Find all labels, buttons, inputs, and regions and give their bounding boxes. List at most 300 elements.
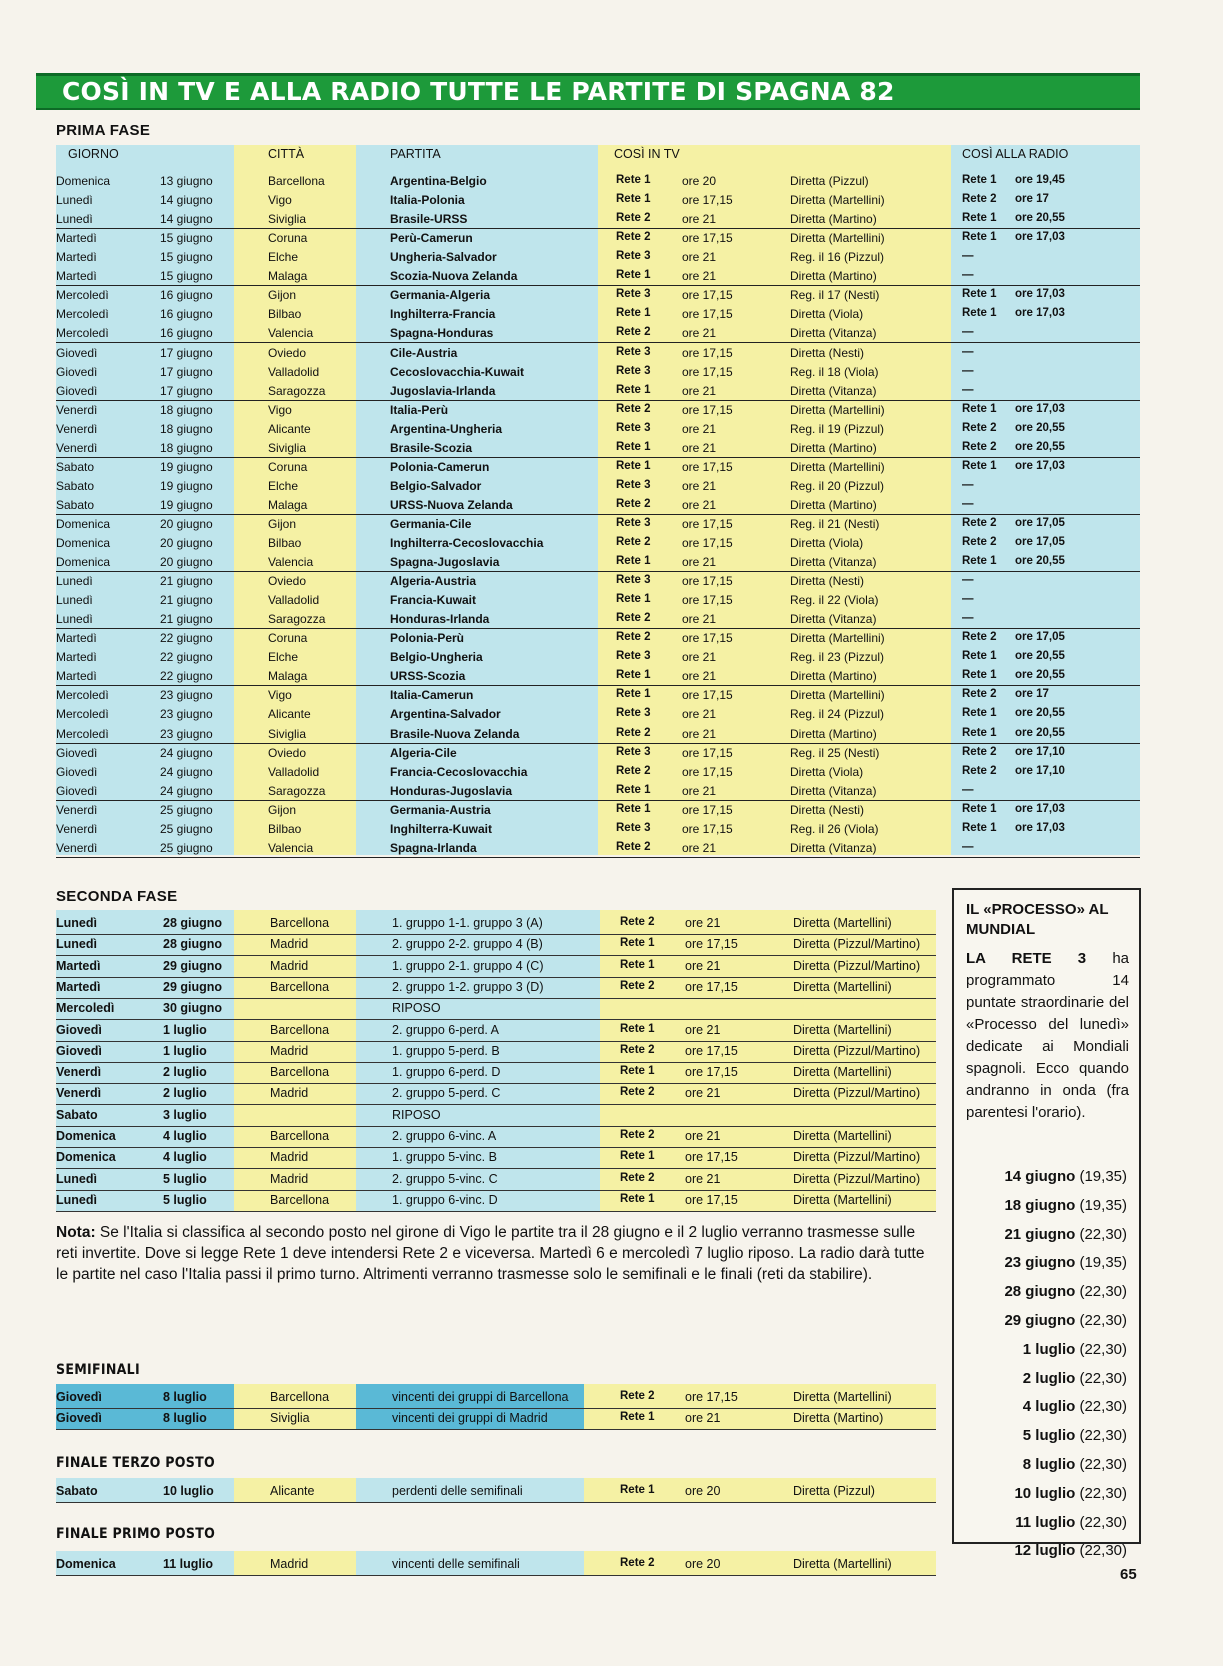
cell-radio: Rete 2 — [962, 421, 997, 434]
processo-time: (22,30) — [1079, 1283, 1127, 1301]
cell-match: 2. gruppo 5-perd. C — [392, 1086, 501, 1101]
processo-date: 23 giugno — [1004, 1254, 1076, 1272]
cell-tv: Rete 2 — [616, 326, 651, 339]
cell-diretta: Diretta (Vitanza) — [790, 612, 877, 627]
cell-match: 2. gruppo 6-perd. A — [392, 1022, 500, 1037]
processo-date: 5 luglio — [1022, 1427, 1076, 1445]
cell-tv: Rete 2 — [620, 916, 655, 928]
table-row — [0, 458, 1223, 477]
processo-date: 4 luglio — [1022, 1398, 1076, 1416]
cell-ora: ore 17,15 — [685, 1390, 738, 1404]
cell-ora: ore 17,15 — [682, 574, 733, 588]
cell-radio: Rete 2 — [962, 193, 997, 206]
cell-match: URSS-Scozia — [390, 669, 466, 684]
cell-date: 5 luglio — [163, 1192, 207, 1207]
cell-date: 10 luglio — [163, 1484, 214, 1498]
cell-ora: ore 17,15 — [682, 288, 733, 303]
cell-radio-ora: ore 17 — [1015, 193, 1049, 206]
cell-city: Vigo — [268, 402, 292, 417]
cell-tv: Rete 1 — [620, 1411, 655, 1424]
processo-date: 18 giugno — [1004, 1196, 1076, 1214]
cell-ora: ore 21 — [682, 440, 717, 455]
cell-ora: ore 17,15 — [682, 364, 733, 379]
cell-date: 3 luglio — [163, 1107, 207, 1122]
cell-radio-ora: ore 17,05 — [1015, 631, 1065, 644]
cell-diretta: Diretta (Martellini) — [793, 1065, 892, 1080]
table-row — [0, 286, 1223, 305]
cell-diretta: Reg. il 20 (Pizzul) — [790, 478, 885, 493]
processo-intro-bold: LA RETE 3 — [966, 950, 1087, 967]
cell-date: 15 giugno — [160, 269, 213, 284]
cell-ora: ore 17,15 — [682, 345, 733, 360]
cell-radio-ora: ore 17,05 — [1015, 516, 1065, 529]
cell-tv: Rete 2 — [616, 497, 651, 510]
cell-ora: ore 17,15 — [682, 802, 733, 817]
processo-date: 8 luglio — [1022, 1456, 1076, 1473]
cell-ora: ore 17,15 — [682, 536, 733, 550]
cell-city: Valencia — [268, 840, 314, 855]
cell-date: 22 giugno — [160, 650, 213, 665]
cell-diretta: Diretta (Nesti) — [790, 345, 865, 360]
cell-diretta: Diretta (Martellini) — [790, 631, 885, 646]
cell-day: Domenica — [56, 174, 111, 188]
cell-city: Elche — [268, 250, 299, 265]
cell-date: 20 giugno — [160, 536, 213, 550]
processo-date-item — [1023, 1341, 1127, 1358]
cell-tv: Rete 3 — [616, 821, 651, 834]
cell-city: Vigo — [268, 688, 292, 703]
cell-city: Barcellona — [270, 1192, 330, 1207]
cell-tv: Rete 1 — [620, 958, 655, 971]
cell-radio: Rete 1 — [962, 650, 997, 663]
cell-city: Saragozza — [268, 612, 326, 627]
cell-ora: ore 21 — [682, 421, 717, 436]
cell-radio-ora: ore 17,03 — [1015, 821, 1065, 834]
cell-radio: Rete 2 — [962, 440, 997, 453]
cell-day: Domenica — [56, 555, 111, 569]
cell-date: 18 giugno — [160, 421, 213, 436]
cell-radio: Rete 1 — [962, 288, 997, 301]
cell-ora: ore 21 — [685, 1171, 721, 1186]
cell-city: Valladolid — [268, 593, 320, 608]
cell-city: Madrid — [270, 1086, 309, 1101]
cell-radio-ora: ore 20,55 — [1015, 440, 1065, 453]
cell-tv: Rete 2 — [616, 726, 651, 739]
cell-radio: Rete 1 — [962, 669, 997, 682]
cell-diretta: Reg. il 17 (Nesti) — [790, 288, 880, 303]
cell-tv: Rete 2 — [616, 536, 651, 548]
cell-day: Domenica — [56, 1557, 116, 1571]
cell-date: 16 giugno — [160, 326, 213, 341]
cell-day: Lunedì — [56, 193, 93, 208]
table-row — [0, 305, 1223, 324]
cell-radio: Rete 2 — [962, 516, 997, 529]
cell-radio-ora: ore 17,03 — [1015, 402, 1065, 415]
cell-match: Polonia-Camerun — [390, 459, 490, 474]
cell-date: 20 giugno — [160, 555, 213, 569]
table-row — [0, 782, 1223, 801]
cell-ora: ore 17,15 — [682, 631, 733, 646]
table-row — [0, 191, 1223, 210]
cell-match: Belgio-Ungheria — [390, 650, 483, 665]
table-row — [0, 420, 1223, 439]
cell-day: Mercoledì — [56, 288, 109, 303]
cell-date: 4 luglio — [163, 1150, 207, 1165]
cell-day: Lunedì — [56, 574, 93, 588]
cell-date: 17 giugno — [160, 345, 213, 360]
nota-text: Se l'Italia si classifica al secondo posto nel girone di Vigo le partite tra il 28 giugno e il 2 luglio verranno trasmesse sulle reti invertite. Dove si legge Rete 1 deve intendersi Rete 2 e viceversa. Martedì 6 e mercoledì 7 luglio riposo. La radio darà tutte le partite nel caso l'Italia passi il primo turno. Altrimenti verranno trasmesse solo le semifinali e le finali (reti da stabilire). — [56, 1224, 925, 1283]
cell-day: Lunedì — [56, 916, 97, 930]
cell-tv: Rete 1 — [620, 937, 655, 950]
cell-diretta: Diretta (Pizzul/Martino) — [793, 1043, 921, 1058]
cell-day: Martedì — [56, 231, 97, 246]
cell-date: 18 giugno — [160, 402, 213, 417]
cell-date: 8 luglio — [163, 1390, 207, 1404]
cell-match: Algeria-Cile — [390, 745, 457, 760]
cell-day: Domenica — [56, 1150, 116, 1165]
processo-date-item — [1014, 1485, 1127, 1502]
cell-day: Giovedì — [56, 1390, 102, 1404]
cell-diretta: Diretta (Nesti) — [790, 574, 865, 588]
cell-tv: Rete 3 — [616, 345, 651, 358]
cell-day: Venerdì — [56, 821, 98, 836]
cell-city: Barcellona — [268, 174, 325, 188]
cell-diretta: Diretta (Pizzul/Martino) — [793, 1150, 921, 1165]
cell-date: 21 giugno — [160, 612, 213, 627]
cell-date: 21 giugno — [160, 574, 213, 588]
semifinali-label: SEMIFINALI — [56, 1362, 140, 1378]
table-row — [0, 610, 1223, 629]
cell-match: Spagna-Jugoslavia — [390, 555, 500, 569]
cell-diretta: Diretta (Martino) — [790, 497, 877, 512]
cell-tv: Rete 1 — [616, 307, 651, 320]
processo-date: 21 giugno — [1004, 1225, 1076, 1243]
cell-ora: ore 21 — [682, 497, 717, 512]
cell-tv: Rete 1 — [616, 193, 651, 206]
cell-city: Valladolid — [268, 764, 320, 779]
cell-day: Sabato — [56, 459, 95, 474]
cell-ora: ore 21 — [682, 326, 717, 341]
cell-day: Giovedì — [56, 745, 98, 760]
cell-city: Madrid — [270, 958, 309, 973]
cell-radio: — — [962, 840, 974, 853]
cell-ora: ore 21 — [682, 212, 717, 227]
cell-date: 23 giugno — [160, 688, 213, 703]
cell-radio-ora: ore 17,10 — [1015, 764, 1065, 777]
cell-date: 28 giugno — [163, 916, 223, 930]
processo-date-item — [1004, 1168, 1127, 1185]
cell-match: Algeria-Austria — [390, 574, 477, 588]
cell-match: vincenti dei gruppi di Barcellona — [392, 1390, 569, 1404]
processo-time: (19,35) — [1079, 1196, 1127, 1214]
processo-date: 1 luglio — [1022, 1340, 1076, 1358]
cell-diretta: Diretta (Martellini) — [790, 688, 885, 703]
cell-match: Inghilterra-Kuwait — [390, 821, 493, 836]
cell-radio: — — [962, 250, 974, 263]
cell-date: 2 luglio — [163, 1086, 207, 1101]
cell-diretta: Reg. il 19 (Pizzul) — [790, 421, 885, 436]
cell-match: 2. gruppo 6-vinc. A — [392, 1129, 497, 1143]
processo-time: (22,30) — [1079, 1513, 1127, 1531]
cell-tv: Rete 2 — [620, 1086, 655, 1099]
processo-date: 10 luglio — [1014, 1484, 1076, 1502]
processo-time: (22,30) — [1079, 1427, 1127, 1445]
cell-date: 23 giugno — [160, 726, 213, 741]
processo-date-item — [1004, 1283, 1127, 1300]
table-row — [0, 267, 1223, 286]
cell-city: Alicante — [268, 707, 311, 722]
cell-tv: Rete 3 — [616, 250, 651, 263]
cell-diretta: Diretta (Viola) — [790, 764, 864, 779]
cell-match: RIPOSO — [392, 1001, 441, 1016]
cell-date: 22 giugno — [160, 669, 213, 684]
processo-time: (19,35) — [1079, 1168, 1127, 1185]
cell-city: Barcellona — [270, 916, 330, 930]
cell-radio: — — [962, 364, 974, 377]
cell-match: Francia-Kuwait — [390, 593, 477, 608]
cell-city: Malaga — [268, 269, 308, 284]
cell-day: Domenica — [56, 536, 111, 550]
cell-ora: ore 21 — [682, 478, 717, 493]
prima-fase-label: PRIMA FASE — [56, 122, 151, 139]
cell-ora: ore 21 — [685, 1411, 721, 1426]
cell-city: Elche — [268, 478, 299, 493]
cell-city: Valencia — [268, 555, 314, 569]
cell-date: 23 giugno — [160, 707, 213, 722]
table-row — [0, 801, 1223, 820]
cell-radio-ora: ore 17,10 — [1015, 745, 1065, 758]
table-row — [0, 324, 1223, 343]
cell-diretta: Diretta (Pizzul/Martino) — [793, 1086, 921, 1101]
cell-match: Argentina-Ungheria — [390, 421, 503, 436]
cell-match: Polonia-Perù — [390, 631, 465, 646]
cell-radio-ora: ore 20,55 — [1015, 650, 1065, 663]
cell-radio: Rete 2 — [962, 764, 997, 777]
header-tv: COSÌ IN TV — [614, 147, 680, 161]
cell-match: 2. gruppo 5-vinc. C — [392, 1171, 498, 1186]
cell-diretta: Diretta (Pizzul/Martino) — [793, 1171, 921, 1186]
cell-date: 29 giugno — [163, 958, 223, 973]
cell-date: 19 giugno — [160, 478, 213, 493]
cell-day: Lunedì — [56, 212, 93, 227]
cell-date: 2 luglio — [163, 1065, 207, 1080]
cell-tv: Rete 1 — [616, 688, 651, 701]
cell-diretta: Diretta (Pizzul) — [793, 1484, 875, 1498]
table-row — [0, 725, 1223, 744]
cell-tv: Rete 2 — [616, 840, 651, 853]
cell-city: Barcellona — [270, 1390, 330, 1404]
cell-match: Cile-Austria — [390, 345, 458, 360]
cell-diretta: Diretta (Martino) — [790, 269, 877, 284]
cell-city: Madrid — [270, 1150, 309, 1165]
cell-city: Saragozza — [268, 383, 326, 398]
cell-diretta: Diretta (Pizzul/Martino) — [793, 937, 921, 952]
cell-day: Martedì — [56, 650, 97, 665]
cell-day: Mercoledì — [56, 726, 109, 741]
cell-match: Cecoslovacchia-Kuwait — [390, 364, 525, 379]
cell-radio-ora: ore 17,03 — [1015, 288, 1065, 301]
cell-radio: Rete 1 — [962, 212, 997, 225]
cell-day: Mercoledì — [56, 1001, 115, 1016]
table-row — [0, 534, 1223, 553]
cell-ora: ore 21 — [682, 250, 717, 265]
cell-diretta: Diretta (Martellini) — [790, 193, 885, 208]
cell-ora: ore 17,15 — [682, 231, 733, 246]
cell-day: Mercoledì — [56, 307, 109, 322]
cell-day: Giovedì — [56, 364, 98, 379]
cell-day: Venerdì — [56, 802, 98, 817]
cell-tv: Rete 3 — [616, 478, 651, 491]
cell-match: Spagna-Irlanda — [390, 840, 477, 855]
table-row — [0, 401, 1223, 420]
table-row — [0, 477, 1223, 496]
cell-date: 13 giugno — [160, 174, 213, 188]
cell-ora: ore 21 — [682, 650, 717, 665]
cell-city: Siviglia — [268, 726, 307, 741]
cell-diretta: Reg. il 21 (Nesti) — [790, 516, 880, 531]
processo-time: (19,35) — [1079, 1254, 1127, 1272]
table-row — [0, 248, 1223, 267]
cell-day: Sabato — [56, 1484, 98, 1498]
cell-diretta: Diretta (Martellini) — [793, 1557, 892, 1571]
processo-date-item — [1015, 1514, 1127, 1531]
cell-match: Inghilterra-Cecoslovacchia — [390, 536, 544, 550]
cell-tv: Rete 1 — [620, 1065, 655, 1078]
cell-city: Alicante — [268, 421, 311, 436]
processo-date: 12 luglio — [1014, 1542, 1076, 1560]
cell-radio: Rete 1 — [962, 402, 997, 415]
table-row — [0, 344, 1223, 363]
nota-paragraph — [56, 1222, 936, 1285]
processo-title: IL «PROCESSO» AL MUNDIAL — [966, 901, 1109, 938]
cell-ora: ore 21 — [682, 669, 717, 684]
processo-date-item — [1023, 1398, 1127, 1415]
cell-date: 16 giugno — [160, 288, 213, 303]
cell-tv: Rete 2 — [620, 1129, 655, 1141]
cell-city: Vigo — [268, 193, 292, 208]
cell-city: Madrid — [270, 1557, 309, 1571]
cell-day: Lunedì — [56, 1171, 97, 1186]
cell-city: Coruna — [268, 459, 308, 474]
page-title: COSÌ IN TV E ALLA RADIO TUTTE LE PARTITE DI SPAGNA 82 — [62, 77, 895, 106]
cell-diretta: Reg. il 18 (Viola) — [790, 364, 879, 379]
cell-tv: Rete 1 — [620, 1022, 655, 1035]
cell-day: Giovedì — [56, 345, 98, 360]
cell-ora: ore 17,15 — [682, 193, 733, 208]
seconda-fase-label: SECONDA FASE — [56, 888, 178, 905]
cell-match: 1. gruppo 6-perd. D — [392, 1065, 501, 1080]
table-row — [0, 172, 1223, 191]
cell-date: 8 luglio — [163, 1411, 207, 1426]
processo-date-item — [1023, 1427, 1127, 1444]
cell-day: Venerdì — [56, 840, 98, 855]
table-row — [0, 744, 1223, 763]
processo-time: (22,30) — [1079, 1484, 1127, 1502]
table-row — [0, 229, 1223, 248]
processo-date-item — [1004, 1226, 1127, 1243]
cell-ora: ore 20 — [685, 1484, 721, 1498]
cell-city: Valladolid — [268, 364, 320, 379]
cell-match: Italia-Camerun — [390, 688, 474, 703]
cell-city: Bilbao — [268, 821, 302, 836]
cell-match: RIPOSO — [392, 1107, 441, 1122]
cell-date: 24 giugno — [160, 783, 213, 798]
cell-match: 1. gruppo 5-vinc. B — [392, 1150, 497, 1165]
cell-diretta: Reg. il 23 (Pizzul) — [790, 650, 885, 665]
cell-tv: Rete 3 — [616, 516, 651, 529]
cell-day: Mercoledì — [56, 688, 109, 703]
cell-match: Inghilterra-Francia — [390, 307, 496, 322]
cell-tv: Rete 1 — [616, 802, 651, 815]
cell-date: 28 giugno — [163, 937, 223, 952]
cell-tv: Rete 2 — [616, 612, 651, 625]
cell-date: 16 giugno — [160, 307, 213, 322]
table-row — [0, 839, 1223, 858]
cell-tv: Rete 2 — [620, 1557, 655, 1569]
cell-match: Germania-Austria — [390, 802, 491, 817]
cell-city: Gijon — [268, 516, 297, 531]
cell-radio-ora: ore 17 — [1015, 688, 1049, 701]
cell-city: Barcellona — [270, 1129, 330, 1143]
processo-intro-text: ha programmato 14 puntate straordinarie del «Processo del lunedì» dedicate ai Mondiali spagnoli. Ecco quando andranno in onda (fra parentesi l'orario). — [966, 950, 1129, 1121]
cell-tv: Rete 3 — [616, 574, 651, 586]
cell-ora: ore 21 — [682, 383, 717, 398]
cell-diretta: Diretta (Vitanza) — [790, 383, 877, 398]
cell-day: Lunedì — [56, 1192, 97, 1207]
processo-time: (22,30) — [1079, 1340, 1127, 1358]
cell-day: Lunedì — [56, 593, 93, 608]
processo-time: (22,30) — [1079, 1312, 1127, 1329]
processo-date: 14 giugno — [1004, 1168, 1076, 1185]
table-row — [0, 705, 1223, 724]
cell-day: Giovedì — [56, 764, 98, 779]
cell-tv: Rete 2 — [620, 1043, 655, 1056]
cell-match: Perù-Camerun — [390, 231, 473, 246]
cell-ora: ore 17,15 — [685, 1043, 738, 1058]
cell-tv: Rete 2 — [620, 979, 655, 992]
cell-city: Barcellona — [270, 1022, 330, 1037]
cell-tv: Rete 2 — [616, 764, 651, 777]
processo-time: (22,30) — [1079, 1369, 1127, 1387]
cell-diretta: Diretta (Martino) — [790, 726, 877, 741]
cell-tv: Rete 1 — [616, 440, 651, 453]
cell-date: 19 giugno — [160, 497, 213, 512]
table-row — [0, 591, 1223, 610]
cell-radio-ora: ore 17,03 — [1015, 459, 1065, 472]
cell-city: Malaga — [268, 669, 308, 684]
cell-city: Alicante — [270, 1484, 315, 1498]
cell-city: Oviedo — [268, 745, 307, 760]
table-row — [0, 686, 1223, 705]
cell-city: Madrid — [270, 937, 309, 952]
cell-date: 11 luglio — [163, 1557, 214, 1571]
cell-date: 30 giugno — [163, 1001, 223, 1016]
cell-ora: ore 21 — [682, 555, 717, 569]
cell-match: Germania-Algeria — [390, 288, 491, 303]
cell-radio-ora: ore 20,55 — [1015, 555, 1065, 567]
cell-radio: Rete 1 — [962, 707, 997, 720]
cell-day: Sabato — [56, 497, 95, 512]
cell-tv: Rete 2 — [620, 1171, 655, 1184]
cell-ora: ore 21 — [682, 269, 717, 284]
cell-radio: Rete 2 — [962, 631, 997, 644]
prima-fase-header — [0, 145, 1223, 165]
cell-ora: ore 17,15 — [685, 1150, 738, 1165]
cell-ora: ore 17,15 — [685, 937, 738, 952]
cell-day: Sabato — [56, 1107, 98, 1122]
cell-radio: Rete 2 — [962, 688, 997, 701]
cell-day: Lunedì — [56, 937, 97, 952]
